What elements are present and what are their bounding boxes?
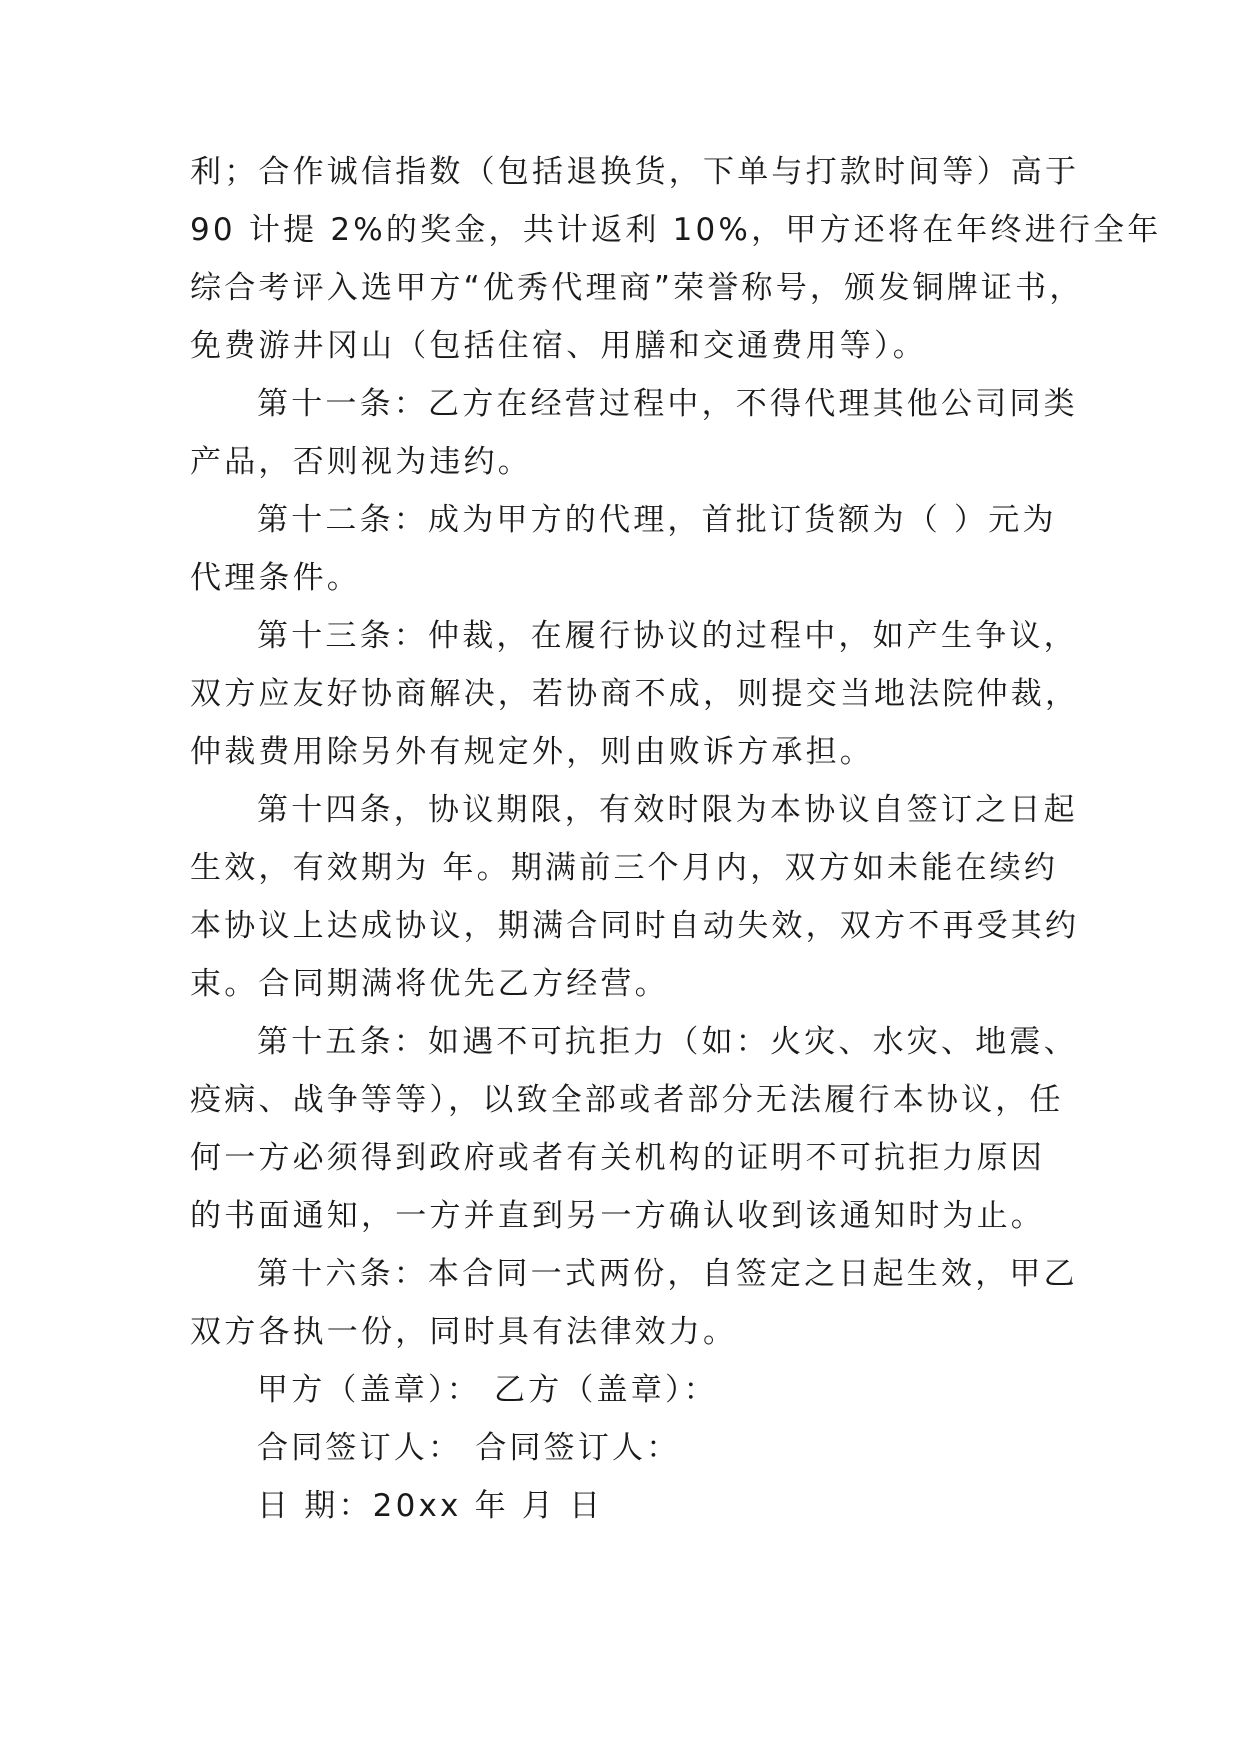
date-line: 日 期：20xx 年 月 日 (257, 1488, 604, 1524)
clause-16-start: 第十六条：本合同一式两份，自签定之日起生效，甲乙 (257, 1256, 1078, 1292)
text-line-13: 生效，有效期为 年。期满前三个月内，双方如未能在续约 (190, 850, 1059, 886)
text-line-1: 利；合作诚信指数（包括退换货，下单与打款时间等）高于 (190, 154, 1080, 190)
text-line-19: 的书面通知，一方并直到另一方确认收到该通知时为止。 (190, 1198, 1045, 1234)
text-line-17: 疫病、战争等等），以致全部或者部分无法履行本协议，任 (190, 1082, 1064, 1118)
text-line-10: 双方应友好协商解决，若协商不成，则提交当地法院仲裁， (190, 676, 1080, 712)
clause-12-start: 第十二条：成为甲方的代理，首批订货额为（ ）元为 (257, 502, 1057, 538)
clause-15-start: 第十五条：如遇不可抗拒力（如：火灾、水灾、地震、 (257, 1024, 1078, 1060)
text-line-11: 仲裁费用除另外有规定外，则由败诉方承担。 (190, 734, 874, 770)
clause-13-start: 第十三条：仲裁，在履行协议的过程中，如产生争议， (257, 618, 1078, 654)
text-line-15: 束。合同期满将优先乙方经营。 (190, 966, 669, 1002)
text-line-18: 何一方必须得到政府或者有关机构的证明不可抗拒力原因 (190, 1140, 1045, 1176)
text-line-21: 双方各执一份，同时具有法律效力。 (190, 1314, 738, 1350)
signatory-line: 合同签订人： 合同签订人： (257, 1430, 681, 1466)
text-line-3: 综合考评入选甲方“优秀代理商”荣誉称号，颁发铜牌证书， (190, 270, 1084, 306)
text-line-6: 产品，否则视为违约。 (190, 444, 532, 480)
clause-14-start: 第十四条，协议期限，有效时限为本协议自签订之日起 (257, 792, 1078, 828)
clause-11-start: 第十一条：乙方在经营过程中，不得代理其他公司同类 (257, 386, 1078, 422)
text-line-2: 90 计提 2%的奖金，共计返利 10%，甲方还将在年终进行全年 (190, 212, 1162, 248)
text-line-4: 免费游井冈山（包括住宿、用膳和交通费用等）。 (190, 328, 927, 364)
text-line-8: 代理条件。 (190, 560, 361, 596)
text-line-14: 本协议上达成协议，期满合同时自动失效，双方不再受其约 (190, 908, 1080, 944)
signature-party-line: 甲方（盖章）： 乙方（盖章）： (257, 1372, 718, 1408)
